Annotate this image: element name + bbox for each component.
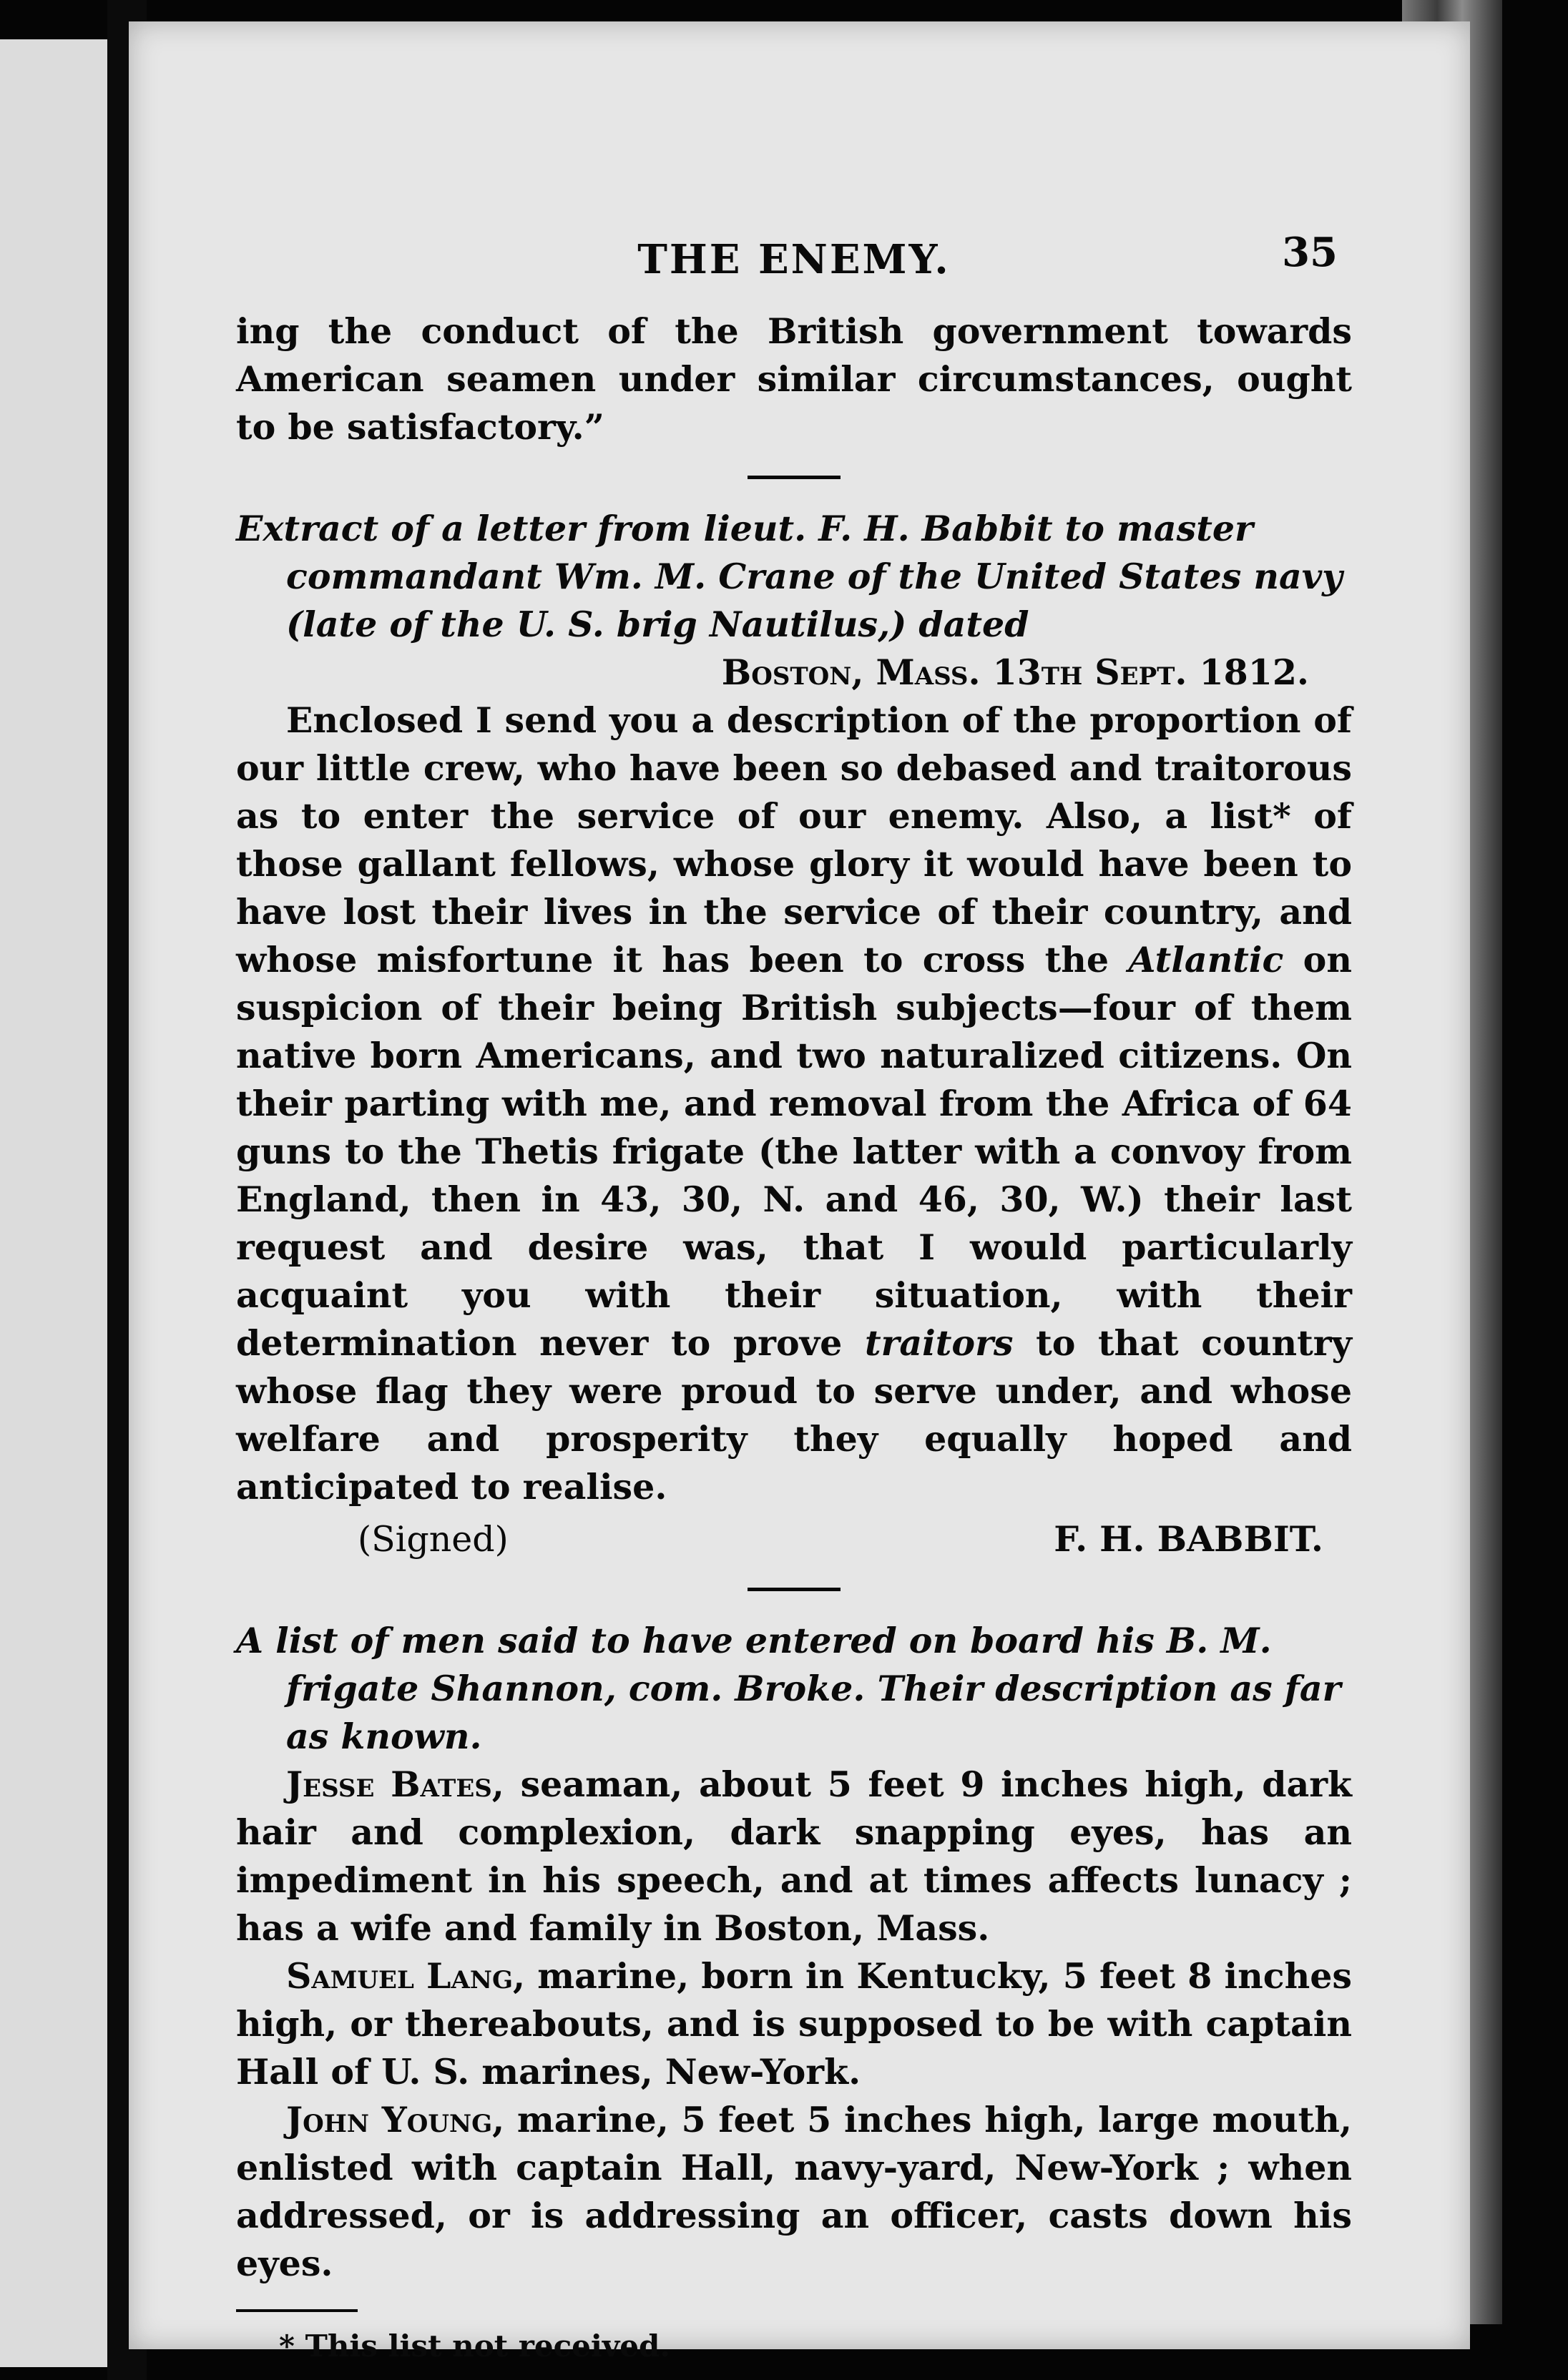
facing-page-edge — [0, 39, 112, 2367]
list-entry — [236, 2096, 1352, 2288]
continued-paragraph: ing the conduct of the British government towards American seamen under similar circumstances, ought to be satisfactory.” — [236, 310, 1352, 448]
book-page — [129, 21, 1470, 2364]
entry-description: , seaman, about 5 feet 9 inches high, dark hair and complexion, dark snapping eyes, has an impediment in his speech, and at times affects lunacy ; has a wife and family in Boston, Mass. — [236, 1764, 1352, 1949]
letter-heading: Extract of a letter from lieut. F. H. Babbit to master commandant Wm. M. Crane of the United States navy (late of the U. S. brig Nautilus,) dated — [236, 508, 1343, 645]
section-divider — [748, 476, 841, 479]
entry-description: , marine, 5 feet 5 inches high, large mouth, enlisted with captain Hall, navy-yard, New-York ; when addressed, or is addressing an officer, casts down his eyes. — [236, 2099, 1352, 2284]
letter-body — [236, 697, 1352, 1511]
page-text — [236, 229, 1352, 2370]
entry-name: John Young — [286, 2099, 493, 2140]
page-header — [236, 229, 1352, 308]
footnote: * This list not received. — [279, 2329, 670, 2364]
running-head: THE ENEMY. — [637, 236, 951, 283]
letter-body-text-1: Enclosed I send you a description of the proportion of our little crew, who have been so debased and traitorous as to enter the service of our enemy. Also, a list* of those gallant fellows, whose glory it would have been to have lost their lives in the service of their country, and whose misfortune it has been to cross the — [236, 699, 1352, 980]
section-divider — [748, 1588, 841, 1591]
list-entry — [236, 1761, 1352, 1952]
page-number: 35 — [1282, 229, 1338, 276]
signer-name: F. H. BABBIT. — [1054, 1518, 1323, 1560]
signed-label: (Signed) — [358, 1519, 509, 1560]
signature-line — [236, 1515, 1352, 1563]
list-heading: A list of men said to have entered on board his B. M. frigate Shannon, com. Broke. Their description as far as known. — [236, 1620, 1341, 1757]
letter-dateline: Boston, Mass. 13th Sept. 1812. — [721, 651, 1309, 693]
letter-body-italic-1: Atlantic — [1128, 939, 1284, 980]
list-entry — [236, 1952, 1352, 2096]
entry-description: , marine, born in Kentucky, 5 feet 8 inches high, or thereabouts, and is supposed to be with captain Hall of U. S. marines, New-York. — [236, 1955, 1352, 2093]
footnote-rule — [236, 2309, 358, 2312]
entry-name: Jesse Bates — [286, 1764, 492, 1805]
letter-body-text-3: to that country whose flag they were proud to serve under, and whose welfare and prosperity they equally hoped and anticipated to realise. — [236, 1322, 1352, 1508]
entry-name: Samuel Lang — [286, 1955, 514, 1997]
letter-body-italic-2: traitors — [864, 1322, 1014, 1364]
letter-body-text-2: on suspicion of their being British subjects—four of them native born Americans, and two naturalized citizens. On their parting with me, and removal from the Africa of 64 guns to the Thetis frigate (the latter with a convoy from England, then in 43, 30, N. and 46, 30, W.) their last request and desire was, that I would particularly acquaint you with their situation, with their determination never to prove — [236, 939, 1352, 1364]
